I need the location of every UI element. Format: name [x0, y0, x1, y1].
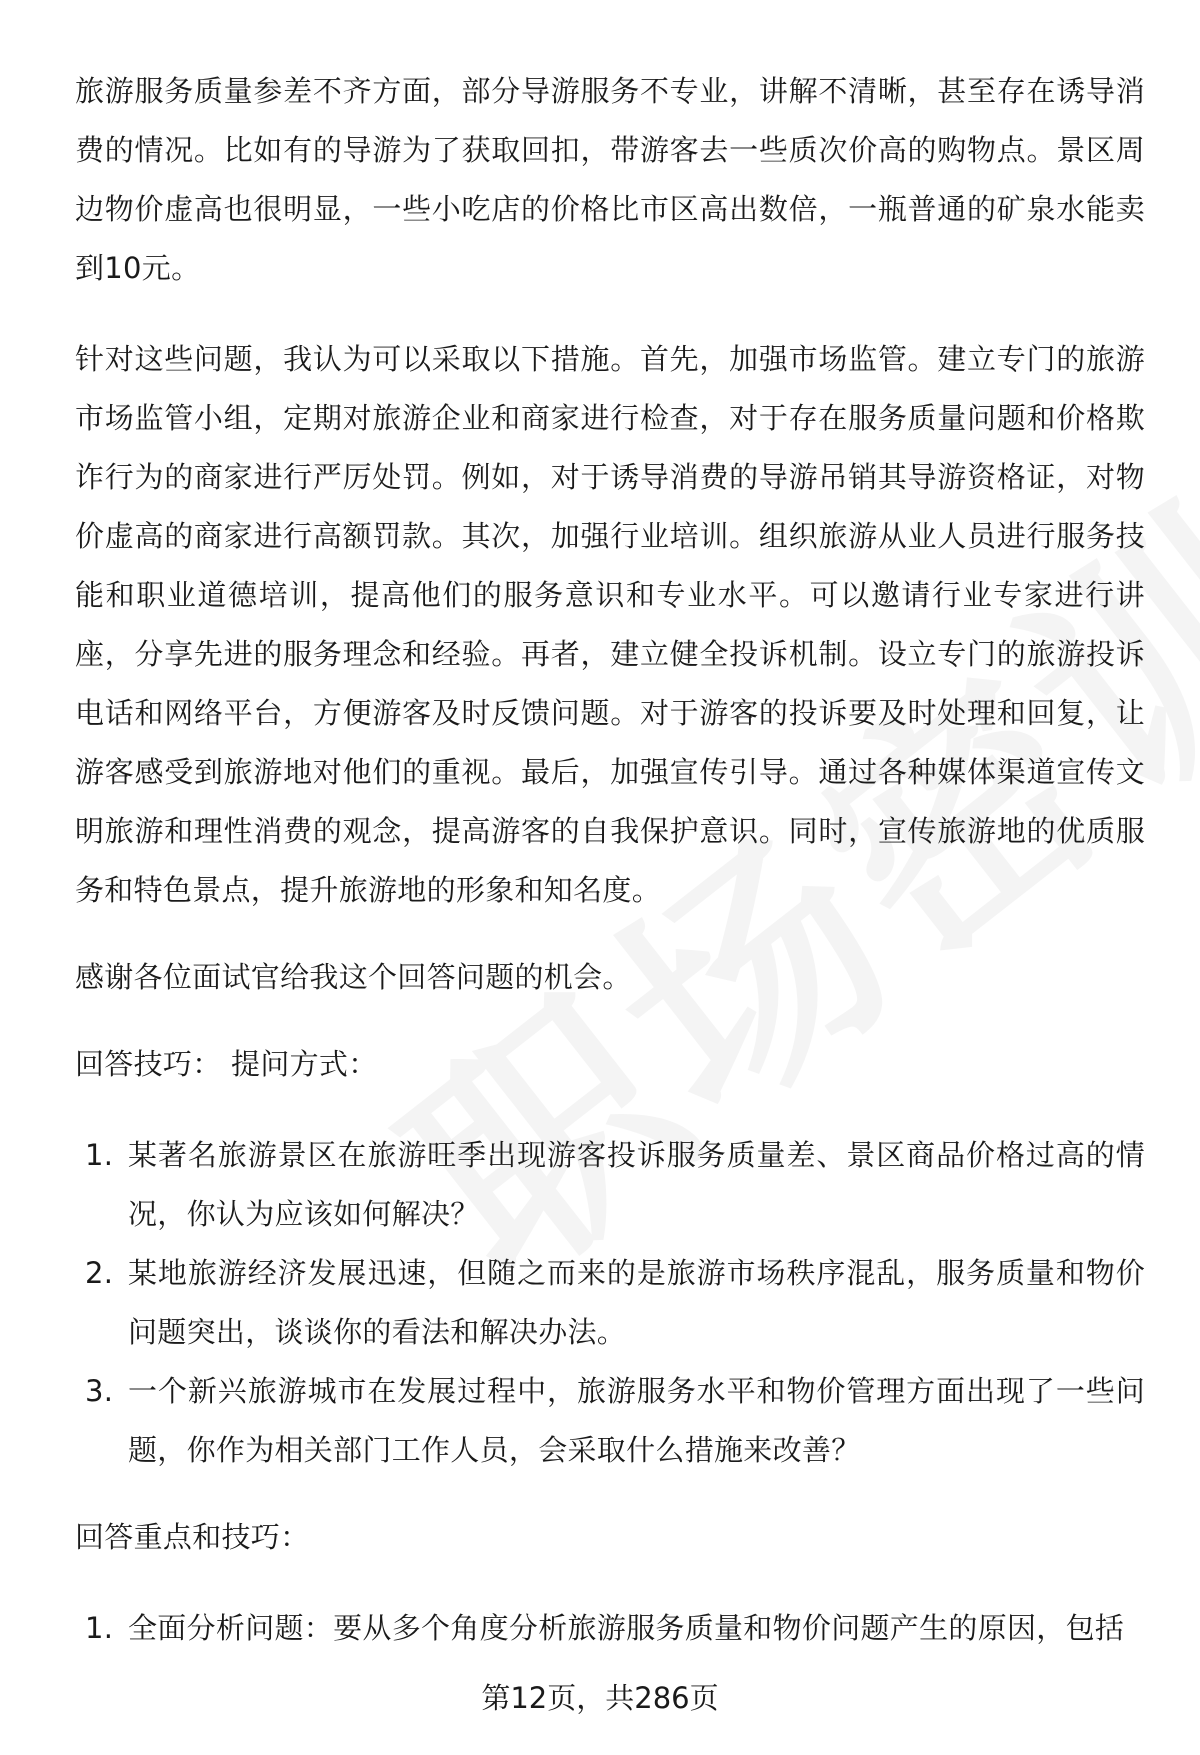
page-number-footer: 第12页，共286页 [481, 1681, 719, 1715]
list-number: 1. [85, 1611, 114, 1645]
list-item-text: 某著名旅游景区在旅游旺季出现游客投诉服务质量差、景区商品价格过高的情况，你认为应该如何解决？ [128, 1138, 1145, 1231]
question-list [75, 1126, 1145, 1480]
list-number: 3. [85, 1374, 114, 1408]
list-item-text: 全面分析问题：要从多个角度分析旅游服务质量和物价问题产生的原因，包括 [128, 1611, 1125, 1645]
key-points-list [75, 1599, 1145, 1658]
list-item-text: 某地旅游经济发展迅速，但随之而来的是旅游市场秩序混乱，服务质量和物价问题突出，谈谈你的看法和解决办法。 [128, 1256, 1145, 1349]
paragraph-measures: 针对这些问题，我认为可以采取以下措施。首先，加强市场监管。建立专门的旅游市场监管小组，定期对旅游企业和商家进行检查，对于存在服务质量问题和价格欺诈行为的商家进行严厉处罚。例如，对于诱导消费的导游吊销其导游资格证，对物价虚高的商家进行高额罚款。其次，加强行业培训。组织旅游从业人员进行服务技能和职业道德培训，提高他们的服务意识和专业水平。可以邀请行业专家进行讲座，分享先进的服务理念和经验。再者，建立健全投诉机制。设立专门的旅游投诉电话和网络平台，方便游客及时反馈问题。对于游客的投诉要及时处理和回复，让游客感受到旅游地对他们的重视。最后，加强宣传引导。通过各种媒体渠道宣传文明旅游和理性消费的观念，提高游客的自我保护意识。同时，宣传旅游地的优质服务和特色景点，提升旅游地的形象和知名度。 [75, 342, 1145, 907]
list-number: 2. [85, 1256, 114, 1290]
document-content [75, 62, 1145, 1658]
list-item [75, 1126, 1145, 1244]
list-item-text: 一个新兴旅游城市在发展过程中，旅游服务水平和物价管理方面出现了一些问题，你作为相关部门工作人员，会采取什么措施来改善？ [128, 1374, 1145, 1467]
list-item [75, 1244, 1145, 1362]
list-number: 1. [85, 1138, 114, 1172]
paragraph-service-quality: 旅游服务质量参差不齐方面，部分导游服务不专业，讲解不清晰，甚至存在诱导消费的情况。比如有的导游为了获取回扣，带游客去一些质次价高的购物点。景区周边物价虚高也很明显，一些小吃店的价格比市区高出数倍，一瓶普通的矿泉水能卖到10元。 [75, 74, 1145, 285]
paragraph-thanks: 感谢各位面试官给我这个回答问题的机会。 [75, 960, 632, 994]
list-item [75, 1599, 1145, 1658]
section-heading-key-points: 回答重点和技巧： [75, 1520, 310, 1554]
section-heading-question-styles: 回答技巧： 提问方式： [75, 1047, 378, 1081]
list-item [75, 1362, 1145, 1480]
